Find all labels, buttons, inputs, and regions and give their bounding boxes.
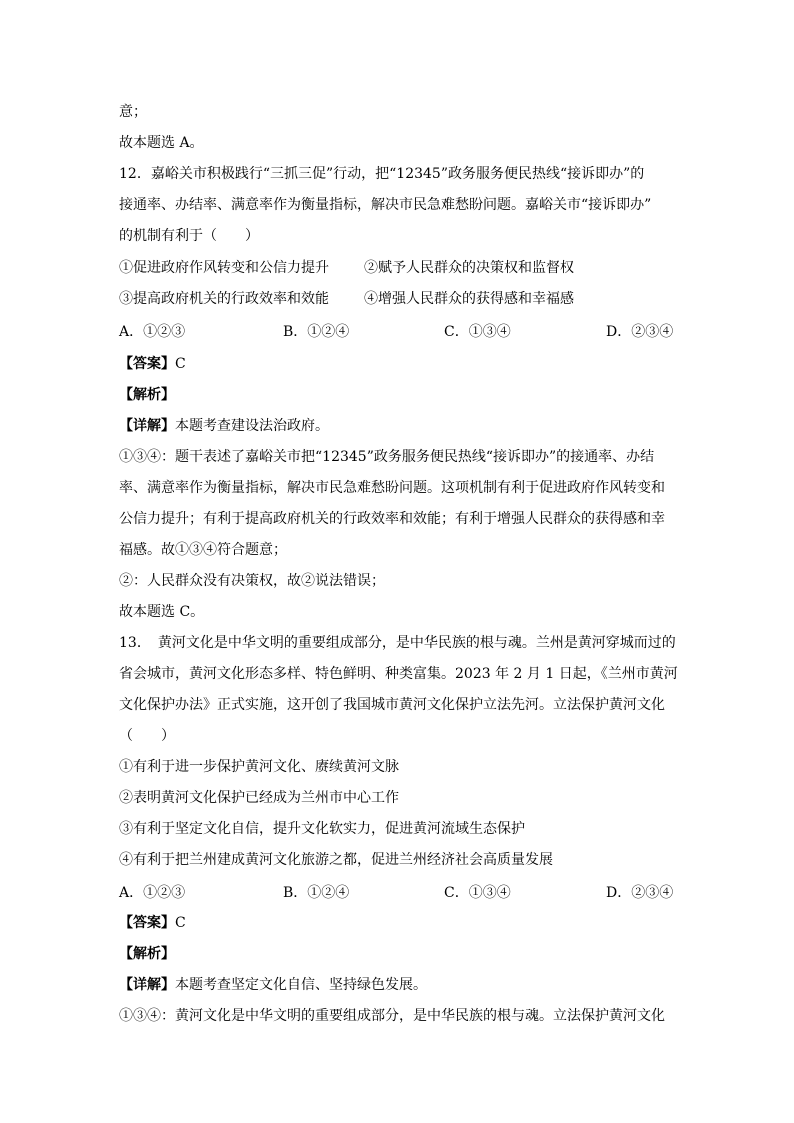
answer-tag: 【答案】 bbox=[119, 915, 175, 931]
q12-option-d: D．②③④ bbox=[606, 324, 674, 340]
analysis-tag: 【解析】 bbox=[119, 387, 175, 403]
detail-tag: 【详解】 bbox=[119, 977, 175, 993]
detail-text: 本题考查坚定文化自信、坚持绿色发展。 bbox=[175, 977, 427, 993]
answer-value: C bbox=[175, 915, 186, 931]
q13-explain-line-1: ①③④：黄河文化是中华文明的重要组成部分，是中华民族的根与魂。立法保护黄河文化 bbox=[119, 1008, 665, 1024]
q13-answer bbox=[119, 913, 186, 933]
q12-item-4: ④增强人民群众的获得感和幸福感 bbox=[364, 291, 574, 307]
q12-explain-line-6: 故本题选 C。 bbox=[119, 604, 205, 620]
q13-analysis-tag bbox=[119, 944, 175, 964]
q13-stem-line-3: 文化保护办法》正式实施，这开创了我国城市黄河文化保护立法先河。立法保护黄河文化 bbox=[119, 697, 665, 713]
q13-item-4: ④有利于把兰州建成黄河文化旅游之都，促进兰州经济社会高质量发展 bbox=[119, 852, 553, 868]
q12-option-b: B．①②④ bbox=[283, 324, 350, 340]
q13-option-a: A．①②③ bbox=[119, 885, 186, 901]
q12-explain-line-2: 率、满意率作为衡量指标，解决市民急难愁盼问题。这项机制有利于促进政府作风转变和 bbox=[119, 480, 665, 496]
answer-tag: 【答案】 bbox=[119, 356, 175, 372]
q12-option-c: C．①③④ bbox=[444, 324, 511, 340]
prev-text-line: 意； bbox=[119, 104, 147, 120]
q12-item-1: ①促进政府作风转变和公信力提升 bbox=[119, 260, 329, 276]
q12-explain-line-1: ①③④：题干表述了嘉峪关市把“12345”政务服务便民热线“接诉即办”的接通率、办结 bbox=[119, 449, 655, 465]
q13-option-d: D．②③④ bbox=[606, 885, 674, 901]
detail-text: 本题考查建设法治政府。 bbox=[175, 418, 329, 434]
q12-stem-line-3: 的机制有利于（ ） bbox=[119, 228, 259, 244]
q12-answer bbox=[119, 354, 186, 374]
q12-stem-line-2: 接通率、办结率、满意率作为衡量指标，解决市民急难愁盼问题。嘉峪关市“接诉即办” bbox=[119, 197, 652, 213]
q12-explain-line-3: 公信力提升；有利于提高政府机关的行政效率和效能；有利于增强人民群众的获得感和幸 bbox=[119, 511, 665, 527]
q12-detail bbox=[119, 416, 329, 436]
detail-tag: 【详解】 bbox=[119, 418, 175, 434]
q13-option-b: B．①②④ bbox=[283, 885, 350, 901]
analysis-tag: 【解析】 bbox=[119, 946, 175, 962]
q13-item-2: ②表明黄河文化保护已经成为兰州市中心工作 bbox=[119, 790, 399, 806]
answer-value: C bbox=[175, 356, 186, 372]
q12-explain-line-5: ②：人民群众没有决策权，故②说法错误； bbox=[119, 573, 385, 589]
q12-stem-line-1: 12．嘉峪关市积极践行“三抓三促”行动，把“12345”政务服务便民热线“接诉即办”的 bbox=[119, 166, 645, 182]
q13-option-c: C．①③④ bbox=[444, 885, 511, 901]
q13-stem-line-2: 省会城市，黄河文化形态多样、特色鲜明、种类富集。2023 年 2 月 1 日起，《兰州市黄河 bbox=[119, 666, 678, 682]
q12-option-a: A．①②③ bbox=[119, 324, 186, 340]
q13-item-3: ③有利于坚定文化自信，提升文化软实力，促进黄河流域生态保护 bbox=[119, 821, 525, 837]
q13-item-1: ①有利于进一步保护黄河文化、赓续黄河文脉 bbox=[119, 759, 399, 775]
q12-explain-line-4: 福感。故①③④符合题意； bbox=[119, 542, 287, 558]
q13-stem-line-4: （ ） bbox=[119, 728, 175, 744]
q13-stem-line-1: 13． 黄河文化是中华文明的重要组成部分，是中华民族的根与魂。兰州是黄河穿城而过的 bbox=[119, 635, 676, 651]
q12-item-2: ②赋予人民群众的决策权和监督权 bbox=[364, 260, 574, 276]
q12-item-3: ③提高政府机关的行政效率和效能 bbox=[119, 291, 329, 307]
q13-detail bbox=[119, 975, 427, 995]
q12-analysis-tag bbox=[119, 385, 175, 405]
prev-conclusion: 故本题选 A。 bbox=[119, 135, 204, 151]
